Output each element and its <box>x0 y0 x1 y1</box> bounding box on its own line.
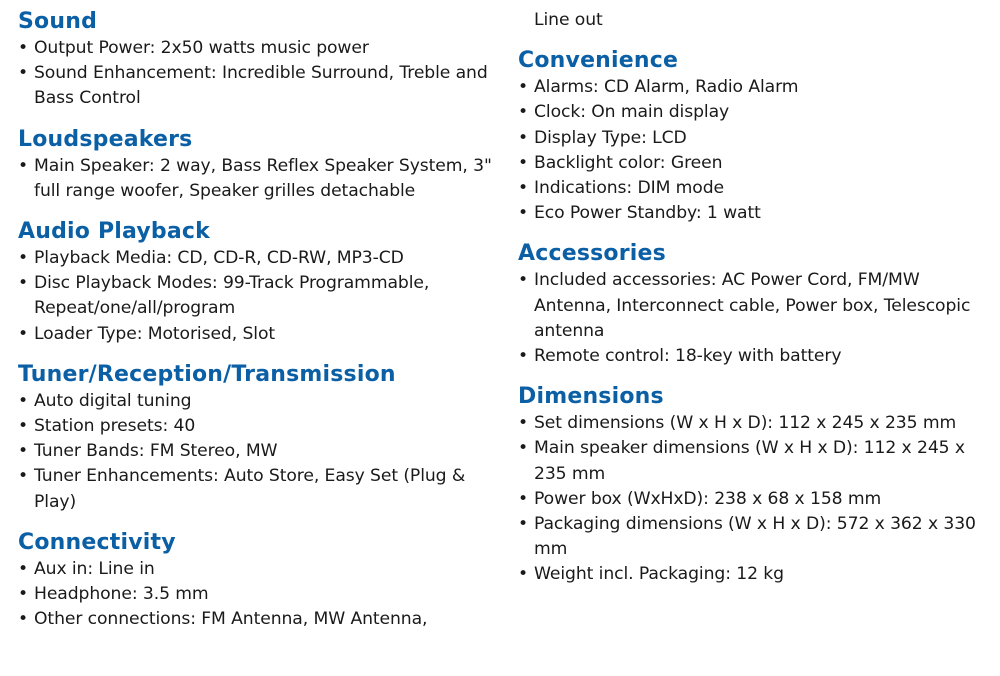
bullet-icon: • <box>518 514 529 535</box>
spec-list <box>18 246 498 347</box>
section-audio-playback <box>18 218 498 347</box>
spec-item: • Set dimensions (W x H x D): 112 x 245 x 235 mm <box>518 411 996 436</box>
spec-item: • Loader Type: Motorised, Slot <box>18 322 498 347</box>
spec-item: • Tuner Enhancements: Auto Store, Easy Set (Plug & Play) <box>18 466 466 512</box>
bullet-icon: • <box>518 178 529 199</box>
section-title-tuner: Tuner/Reception/Transmission <box>18 361 396 387</box>
bullet-icon: • <box>518 438 529 459</box>
bullet-icon: • <box>518 77 529 98</box>
bullet-icon: • <box>518 152 529 173</box>
spec-item: • Weight incl. Packaging: 12 kg <box>518 562 996 587</box>
section-title-loudspeakers: Loudspeakers <box>18 126 193 152</box>
bullet-icon: • <box>18 609 29 630</box>
spec-item: • Output Power: 2x50 watts music power <box>18 36 498 61</box>
bullet-icon: • <box>18 248 29 269</box>
spec-item: • Main speaker dimensions (W x H x D): 112 x 245 x 235 mm <box>518 438 965 484</box>
spec-item: • Packaging dimensions (W x H x D): 572 x 362 x 330 mm <box>518 514 976 560</box>
bullet-icon: • <box>518 102 529 123</box>
section-sound <box>18 8 498 112</box>
section-convenience <box>518 47 996 226</box>
spec-item: • Sound Enhancement: Incredible Surround, Treble and Bass Control <box>18 63 488 109</box>
spec-item: • Auto digital tuning <box>18 389 498 414</box>
bullet-icon: • <box>18 323 29 344</box>
section-dimensions <box>518 383 996 587</box>
spec-list <box>518 411 996 587</box>
spec-item: • Alarms: CD Alarm, Radio Alarm <box>518 75 996 100</box>
spec-item: • Station presets: 40 <box>18 414 498 439</box>
bullet-icon: • <box>18 63 29 84</box>
spec-item: • Tuner Bands: FM Stereo, MW <box>18 439 498 464</box>
section-tuner <box>18 361 498 515</box>
bullet-icon: • <box>18 441 29 462</box>
bullet-icon: • <box>18 273 29 294</box>
spec-list <box>18 557 498 633</box>
spec-item: • Disc Playback Modes: 99-Track Programmable, Repeat/one/all/program <box>18 273 430 319</box>
spec-item: • Backlight color: Green <box>518 151 996 176</box>
bullet-icon: • <box>18 584 29 605</box>
spec-list <box>18 389 498 515</box>
continued-text: Line out <box>534 10 603 30</box>
spec-item: • Power box (WxHxD): 238 x 68 x 158 mm <box>518 487 996 512</box>
spec-item: • Eco Power Standby: 1 watt <box>518 201 996 226</box>
bullet-icon: • <box>18 416 29 437</box>
bullet-icon: • <box>518 203 529 224</box>
bullet-icon: • <box>518 127 529 148</box>
section-loudspeakers <box>18 126 498 204</box>
section-title-accessories: Accessories <box>518 241 666 267</box>
section-title-dimensions: Dimensions <box>518 384 664 410</box>
spec-list <box>18 154 498 204</box>
right-column <box>518 8 996 602</box>
spec-item: • Playback Media: CD, CD-R, CD-RW, MP3-CD <box>18 246 498 271</box>
spec-item: • Display Type: LCD <box>518 126 996 151</box>
bullet-icon: • <box>518 564 529 585</box>
bullet-icon: • <box>18 466 29 487</box>
bullet-icon: • <box>518 346 529 367</box>
section-title-sound: Sound <box>18 9 98 34</box>
bullet-icon: • <box>518 270 529 291</box>
spec-item: • Headphone: 3.5 mm <box>18 582 498 607</box>
section-connectivity <box>18 529 498 633</box>
section-title-connectivity: Connectivity <box>18 529 176 555</box>
section-title-audio-playback: Audio Playback <box>18 219 210 245</box>
bullet-icon: • <box>518 488 529 509</box>
spec-item: • Main Speaker: 2 way, Bass Reflex Speaker System, 3" full range woofer, Speaker grilles detachable <box>18 155 492 201</box>
bullet-icon: • <box>18 558 29 579</box>
spec-list <box>18 36 498 112</box>
bullet-icon: • <box>18 390 29 411</box>
spec-list <box>518 75 996 226</box>
left-column <box>18 8 498 646</box>
bullet-icon: • <box>18 38 29 58</box>
spec-item: • Remote control: 18-key with battery <box>518 344 996 369</box>
spec-item: • Included accessories: AC Power Cord, FM/MW Antenna, Interconnect cable, Power box, Telescopic antenna <box>518 270 971 341</box>
bullet-icon: • <box>518 413 529 434</box>
spec-list <box>518 268 996 369</box>
spec-item: • Clock: On main display <box>518 100 996 125</box>
spec-item: • Other connections: FM Antenna, MW Antenna, <box>18 607 498 632</box>
section-accessories <box>518 240 996 369</box>
spec-item: • Indications: DIM mode <box>518 176 996 201</box>
section-title-convenience: Convenience <box>518 48 679 74</box>
spec-item: • Aux in: Line in <box>18 557 498 582</box>
bullet-icon: • <box>18 155 29 176</box>
